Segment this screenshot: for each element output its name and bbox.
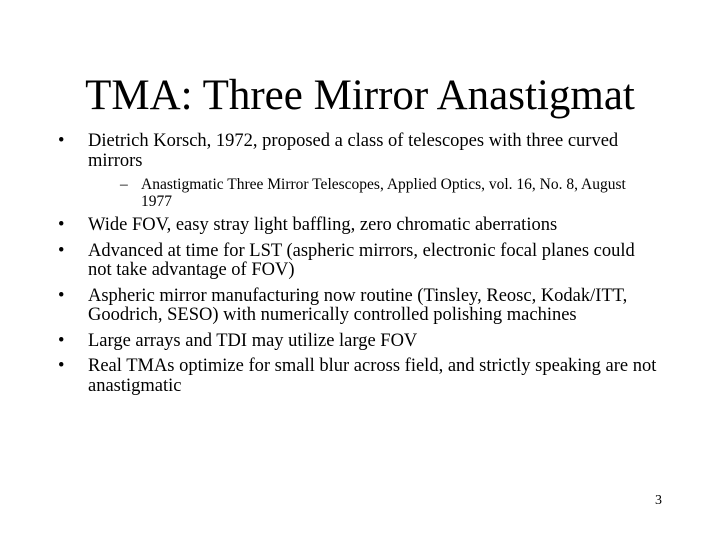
bullet-text: Wide FOV, easy stray light baffling, zero chromatic aberrations <box>88 215 558 235</box>
bullet-glyph: • <box>58 356 65 376</box>
bullet-list <box>58 132 658 402</box>
bullet-glyph: • <box>58 330 65 351</box>
bullet-text: Real TMAs optimize for small blur across field, and strictly speaking are not anastigmatic <box>88 356 657 396</box>
bullet-item <box>58 287 658 326</box>
sub-bullet-glyph: – <box>120 176 128 193</box>
sub-bullet-item <box>120 176 658 210</box>
bullet-item <box>58 332 658 352</box>
page-number: 3 <box>655 493 662 508</box>
bullet-glyph: • <box>58 240 65 261</box>
bullet-item <box>58 242 658 281</box>
bullet-item <box>58 216 658 236</box>
bullet-text: Large arrays and TDI may utilize large FOV <box>88 330 418 351</box>
sub-bullet-text: Anastigmatic Three Mirror Telescopes, Applied Optics, vol. 16, No. 8, August 1977 <box>141 176 626 210</box>
bullet-item <box>58 357 658 396</box>
bullet-glyph: • <box>58 215 65 235</box>
bullet-item <box>58 132 658 171</box>
bullet-text: Dietrich Korsch, 1972, proposed a class of telescopes with three curved mirrors <box>88 131 619 171</box>
bullet-glyph: • <box>58 285 65 306</box>
bullet-text: Aspheric mirror manufacturing now routine (Tinsley, Reosc, Kodak/ITT, Goodrich, SESO) with numerically controlled polishing machines <box>88 285 628 325</box>
slide-title: TMA: Three Mirror Anastigmat <box>85 72 635 119</box>
bullet-text: Advanced at time for LST (aspheric mirrors, electronic focal planes could not take advantage of FOV) <box>88 240 635 280</box>
bullet-glyph: • <box>58 131 65 151</box>
